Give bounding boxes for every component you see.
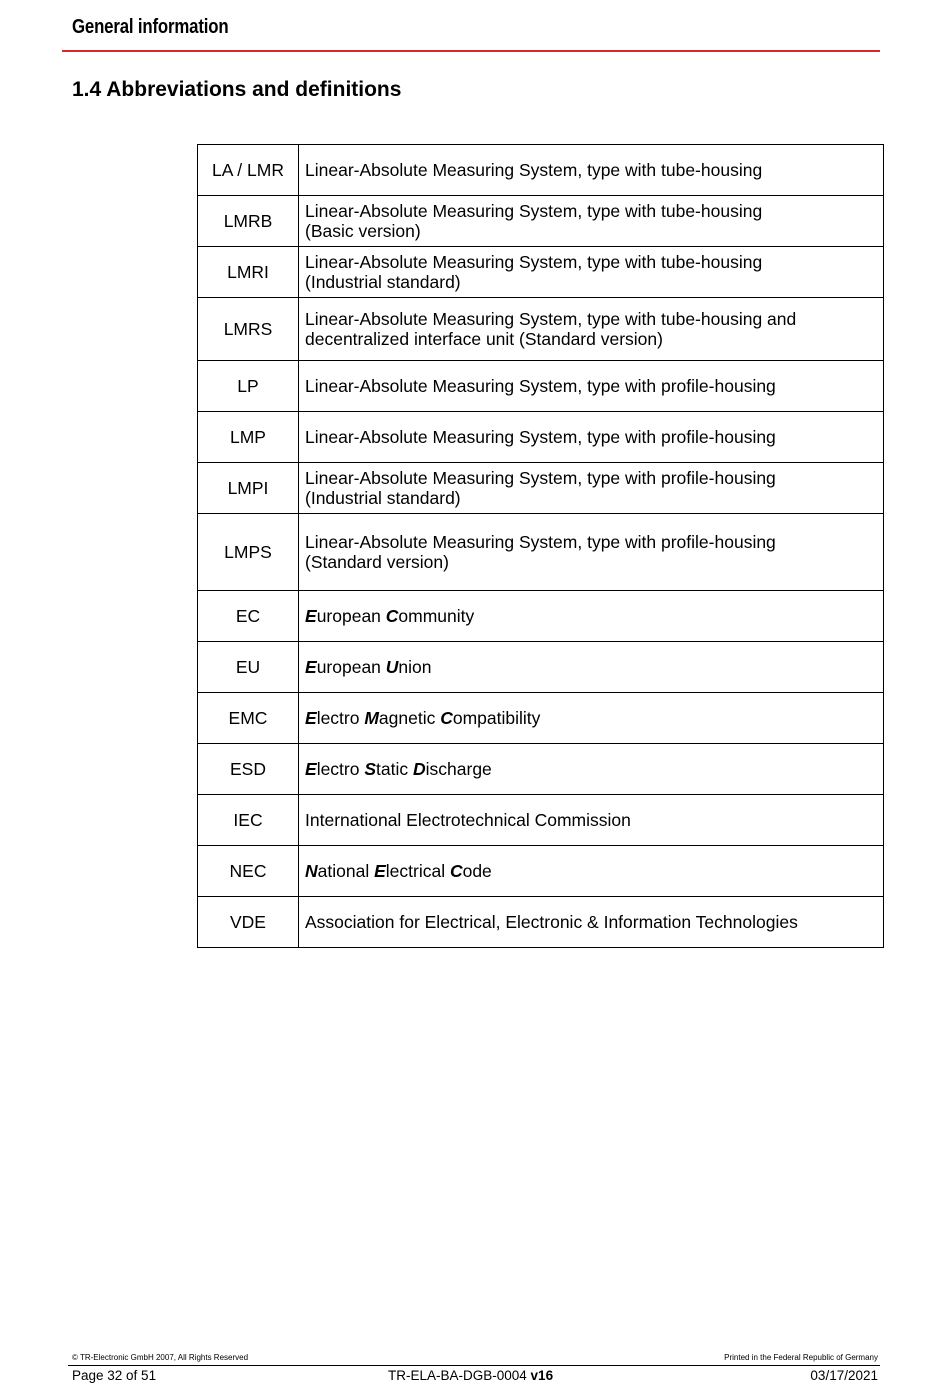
table-row — [198, 897, 884, 948]
definition-initial-letter: C — [440, 708, 453, 728]
definition-line — [305, 221, 877, 241]
abbreviation-definition — [299, 247, 884, 298]
table-row — [198, 591, 884, 642]
abbreviation-definition — [299, 693, 884, 744]
definition-initial-letter: N — [305, 861, 318, 881]
abbreviation-term: LMRS — [198, 298, 299, 361]
abbreviation-definition — [299, 897, 884, 948]
definition-line — [305, 329, 877, 349]
definition-text: ischarge — [425, 759, 492, 779]
definition-line — [305, 552, 877, 572]
footer-copyright: © TR-Electronic GmbH 2007, All Rights Reserved — [72, 1353, 249, 1362]
definition-line — [305, 201, 877, 221]
abbreviation-term: LMPI — [198, 463, 299, 514]
abbreviation-definition — [299, 642, 884, 693]
definition-text: uropean — [316, 606, 386, 626]
definition-line — [305, 708, 877, 728]
definition-text: Linear-Absolute Measuring System, type with tube-housing — [305, 160, 763, 180]
definition-initial-letter: E — [305, 606, 317, 626]
definition-text: nion — [398, 657, 432, 677]
definition-line — [305, 657, 877, 677]
definition-initial-letter: C — [449, 861, 463, 881]
definition-text: uropean — [316, 657, 386, 677]
table-row — [198, 412, 884, 463]
footer-rule — [68, 1365, 880, 1366]
abbreviations-table — [197, 144, 884, 948]
definition-line — [305, 606, 877, 626]
table-row — [198, 693, 884, 744]
definition-line — [305, 861, 877, 881]
abbreviation-definition — [299, 463, 884, 514]
definition-text: International Electrotechnical Commission — [305, 810, 631, 830]
section-title: 1.4 Abbreviations and definitions — [72, 78, 402, 101]
definition-initial-letter: D — [413, 759, 426, 779]
footer-document-id — [388, 1368, 553, 1383]
abbreviation-term: ESD — [198, 744, 299, 795]
definition-line — [305, 810, 877, 830]
definition-text: ommunity — [398, 606, 475, 626]
definition-text: (Industrial standard) — [305, 488, 461, 508]
abbreviation-term: LMRB — [198, 196, 299, 247]
definition-text: Linear-Absolute Measuring System, type with profile-housing — [305, 376, 776, 396]
definition-text: Linear-Absolute Measuring System, type with profile-housing — [305, 468, 776, 488]
abbreviation-definition — [299, 361, 884, 412]
definition-initial-letter: E — [305, 759, 317, 779]
definition-initial-letter: M — [364, 708, 379, 728]
header-rule — [62, 50, 880, 52]
abbreviation-definition — [299, 196, 884, 247]
table-row — [198, 196, 884, 247]
definition-text: ode — [462, 861, 492, 881]
abbreviation-definition — [299, 298, 884, 361]
footer-printed-note: Printed in the Federal Republic of Germany — [724, 1353, 878, 1362]
definition-text: (Standard version) — [305, 552, 449, 572]
abbreviation-term: LMP — [198, 412, 299, 463]
definition-text: agnetic — [378, 708, 441, 728]
definition-line — [305, 252, 877, 272]
definition-initial-letter: S — [364, 759, 377, 779]
abbreviation-definition — [299, 514, 884, 591]
table-row — [198, 846, 884, 897]
table-row — [198, 514, 884, 591]
definition-line — [305, 488, 877, 508]
definition-initial-letter: U — [385, 657, 399, 677]
definition-text: Linear-Absolute Measuring System, type with tube-housing — [305, 201, 763, 221]
definition-initial-letter: E — [305, 708, 317, 728]
abbreviation-term: VDE — [198, 897, 299, 948]
definition-initial-letter: E — [374, 861, 386, 881]
definition-initial-letter: E — [305, 657, 317, 677]
table-row — [198, 642, 884, 693]
definition-line — [305, 468, 877, 488]
abbreviation-term: EU — [198, 642, 299, 693]
definition-text: lectro — [316, 759, 365, 779]
definition-text: lectro — [316, 708, 365, 728]
abbreviation-term: LMRI — [198, 247, 299, 298]
definition-text: Linear-Absolute Measuring System, type with profile-housing — [305, 427, 776, 447]
table-row — [198, 298, 884, 361]
table-row — [198, 361, 884, 412]
definition-text: lectrical — [385, 861, 450, 881]
definition-line — [305, 759, 877, 779]
footer-page-number: Page 32 of 51 — [72, 1368, 157, 1383]
definition-text: Linear-Absolute Measuring System, type with profile-housing — [305, 532, 776, 552]
definition-line — [305, 912, 877, 932]
footer-document-code: TR-ELA-BA-DGB-0004 — [388, 1368, 531, 1383]
abbreviation-term: EMC — [198, 693, 299, 744]
definition-text: ompatibility — [452, 708, 541, 728]
definition-text: (Industrial standard) — [305, 272, 461, 292]
table-row — [198, 463, 884, 514]
abbreviation-definition — [299, 412, 884, 463]
definition-text: Association for Electrical, Electronic & Information Technologies — [305, 912, 798, 932]
definition-text: Linear-Absolute Measuring System, type with tube-housing — [305, 252, 763, 272]
abbreviation-term: LMPS — [198, 514, 299, 591]
header-title: General information — [72, 16, 229, 38]
definition-initial-letter: C — [385, 606, 399, 626]
table-row — [198, 795, 884, 846]
table-row — [198, 744, 884, 795]
abbreviation-term: NEC — [198, 846, 299, 897]
abbreviation-definition — [299, 795, 884, 846]
table-row — [198, 247, 884, 298]
definition-line — [305, 427, 877, 447]
abbreviation-term: LA / LMR — [198, 145, 299, 196]
footer-document-version: v16 — [530, 1368, 554, 1383]
definition-line — [305, 532, 877, 552]
definition-text: ational — [317, 861, 375, 881]
footer-date: 03/17/2021 — [810, 1368, 878, 1383]
abbreviation-definition — [299, 591, 884, 642]
definition-text: tatic — [376, 759, 413, 779]
table-row — [198, 145, 884, 196]
definition-line — [305, 376, 877, 396]
definition-text: Linear-Absolute Measuring System, type with tube-housing and — [305, 309, 797, 329]
abbreviation-definition — [299, 744, 884, 795]
abbreviation-term: IEC — [198, 795, 299, 846]
definition-line — [305, 272, 877, 292]
abbreviation-term: EC — [198, 591, 299, 642]
definition-text: (Basic version) — [305, 221, 421, 241]
definition-line — [305, 309, 877, 329]
definition-text: decentralized interface unit (Standard version) — [305, 329, 663, 349]
definition-line — [305, 160, 877, 180]
abbreviation-definition — [299, 846, 884, 897]
abbreviation-term: LP — [198, 361, 299, 412]
abbreviation-definition — [299, 145, 884, 196]
